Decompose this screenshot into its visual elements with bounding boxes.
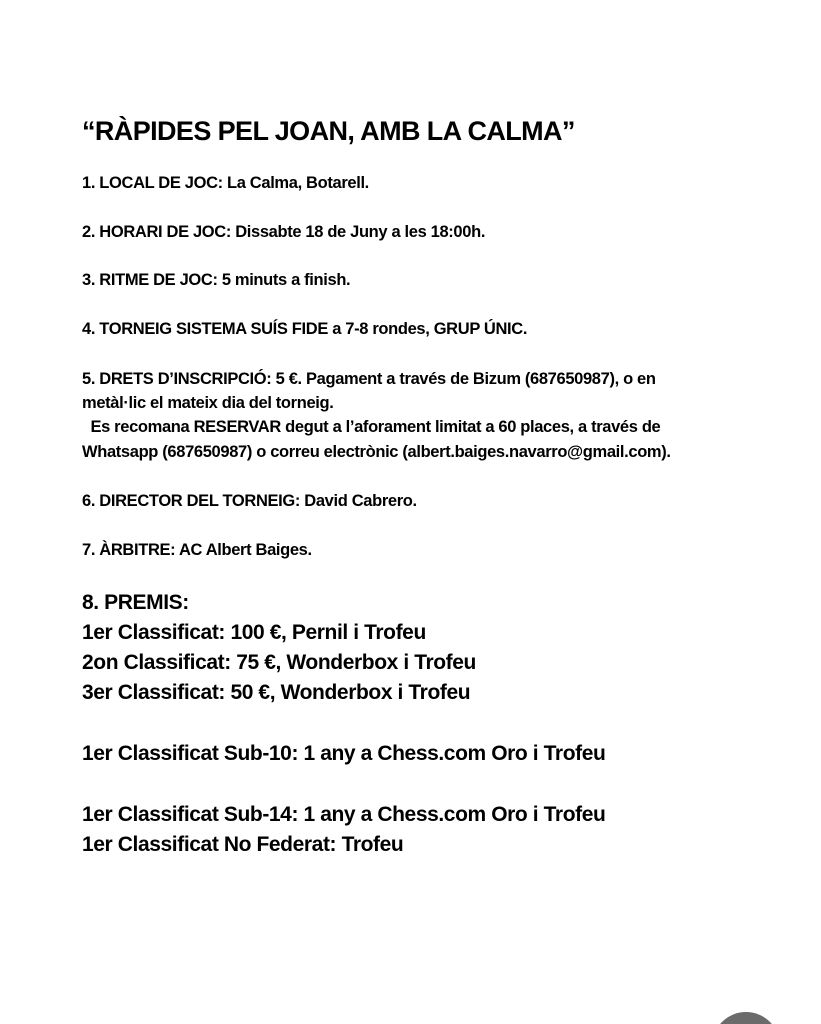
item-arbitre: 7. ÀRBITRE: AC Albert Baiges. bbox=[82, 541, 312, 559]
premi-first: 1er Classificat: 100 €, Pernil i Trofeu bbox=[82, 621, 426, 644]
item-torneig: 4. TORNEIG SISTEMA SUÍS FIDE a 7-8 rondes, GRUP ÚNIC. bbox=[82, 320, 528, 338]
premi-sub10: 1er Classificat Sub-10: 1 any a Chess.com Oro i Trofeu bbox=[82, 742, 606, 765]
item-drets-line-3: Es recomana RESERVAR degut a l’aforament limitat a 60 places, a través de bbox=[82, 418, 661, 436]
premi-sub14: 1er Classificat Sub-14: 1 any a Chess.com Oro i Trofeu bbox=[82, 803, 606, 826]
item-drets-line-1: 5. DRETS D’INSCRIPCIÓ: 5 €. Pagament a través de Bizum (687650987), o en bbox=[82, 370, 656, 388]
premis-heading: 8. PREMIS: bbox=[82, 591, 189, 614]
item-director: 6. DIRECTOR DEL TORNEIG: David Cabrero. bbox=[82, 492, 417, 510]
item-drets-line-2: metàl·lic el mateix dia del torneig. bbox=[82, 394, 334, 412]
page-title: “RÀPIDES PEL JOAN, AMB LA CALMA” bbox=[82, 116, 575, 146]
item-ritme: 3. RITME DE JOC: 5 minuts a finish. bbox=[82, 271, 351, 289]
corner-circle-button[interactable] bbox=[712, 1012, 780, 1024]
item-drets-line-4: Whatsapp (687650987) o correu electrònic (albert.baiges.navarro@gmail.com). bbox=[82, 443, 671, 461]
premi-no-federat: 1er Classificat No Federat: Trofeu bbox=[82, 833, 404, 856]
premi-second: 2on Classificat: 75 €, Wonderbox i Trofeu bbox=[82, 651, 476, 674]
item-horari: 2. HORARI DE JOC: Dissabte 18 de Juny a les 18:00h. bbox=[82, 223, 486, 241]
item-local: 1. LOCAL DE JOC: La Calma, Botarell. bbox=[82, 174, 369, 192]
premi-third: 3er Classificat: 50 €, Wonderbox i Trofeu bbox=[82, 681, 471, 704]
